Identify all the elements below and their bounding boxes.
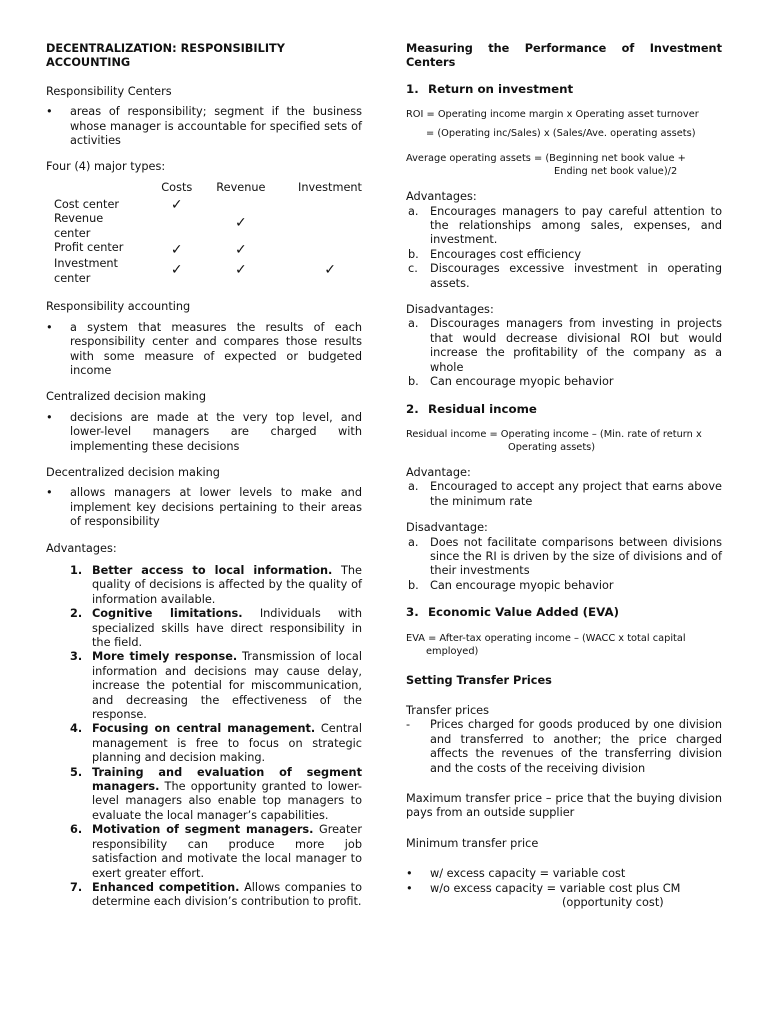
list-item [406, 248, 722, 262]
column-header: Investment [298, 180, 362, 194]
bullet-text: areas of responsibility; segment if the business whose manager is accountable for specified sets of activities [70, 105, 362, 148]
bullet-item [406, 882, 722, 896]
item-bold: Training and evaluation of segment managers. [92, 765, 362, 794]
column-header: Revenue [216, 180, 266, 194]
list-item [406, 536, 722, 579]
item-text: Allows companies to determine each division’s contribution to profit. [92, 880, 362, 909]
section-heading: Responsibility Centers [46, 84, 172, 98]
formula-line: Ending net book value)/2 [554, 166, 678, 178]
title-line: Measuring the Performance of Investment [406, 42, 722, 55]
item-text: Greater responsibility can produce more job satisfaction and motivate the local manager to exert greater effort. [92, 823, 362, 880]
item-text: Discourages managers from investing in projects that would decrease divisional ROI but would increase the profitability of the company as a whole [430, 317, 722, 374]
item-marker: b. [408, 578, 419, 592]
eva-formula [406, 632, 722, 658]
section-title: Economic Value Added (EVA) [428, 605, 619, 620]
list-item [46, 881, 362, 910]
bullet-item [46, 486, 362, 529]
bullet-icon: • [406, 867, 413, 881]
table-row [46, 198, 362, 212]
item-marker: b. [408, 247, 419, 261]
formula-line: Residual income = Operating income – (Min. rate of return x [406, 428, 702, 440]
row-label: Cost center [54, 197, 120, 211]
item-number: 4. [70, 722, 83, 736]
formula-line: employed) [426, 645, 479, 657]
item-bold: Better access to local information. [92, 563, 333, 577]
check-icon: ✓ [235, 215, 247, 232]
list-heading: Transfer prices [406, 703, 490, 717]
item-number: 6. [70, 823, 83, 837]
formula-line: Operating assets) [508, 441, 596, 453]
bullet-item [46, 411, 362, 454]
dash-marker: - [406, 718, 411, 732]
item-bold: More timely response. [92, 650, 238, 664]
item-marker: a. [408, 204, 419, 218]
list-item [46, 722, 362, 765]
left-column [46, 42, 362, 910]
list-item [46, 564, 362, 607]
section-title: Return on investment [428, 81, 574, 96]
title-line: Centers [406, 56, 456, 70]
item-marker: a. [408, 480, 419, 494]
section-heading: Centralized decision making [46, 390, 207, 404]
responsibility-centers-table [46, 181, 362, 286]
dash-item [406, 718, 722, 776]
bullet-text: a system that measures the results of each responsibility center and compares those results with some measure of expected or budgeted income [70, 320, 362, 377]
section-number: 1. [406, 81, 419, 96]
list-item [46, 650, 362, 722]
roi-heading [406, 82, 722, 96]
title-line: ACCOUNTING [46, 56, 131, 70]
bullet-icon: • [46, 410, 53, 424]
right-title [406, 42, 722, 71]
row-label: Profit center [54, 241, 124, 255]
right-column [406, 42, 722, 910]
item-text: Can encourage myopic behavior [430, 375, 614, 389]
table-header-row [46, 181, 362, 198]
item-text: The opportunity granted to lower-level managers also enable top managers to evaluate the local manager’s capabilities. [92, 780, 362, 822]
section-title: Residual income [428, 401, 537, 416]
item-text: Encouraged to accept any project that earns above the minimum rate [430, 480, 722, 508]
item-marker: a. [408, 317, 419, 331]
ri-formula [406, 428, 722, 454]
formula-line: EVA = After-tax operating income – (WACC x total capital [406, 632, 686, 644]
list-item [406, 317, 722, 375]
table-row [46, 241, 362, 257]
item-number: 2. [70, 607, 83, 621]
row-label: center [54, 271, 91, 285]
list-heading: Advantages: [406, 190, 477, 204]
item-text: Discourages excessive investment in operating assets. [430, 262, 722, 290]
max-transfer-price: Maximum transfer price – price that the buying division pays from an outside supplier [406, 792, 722, 820]
list-item [46, 823, 362, 881]
item-text: Can encourage myopic behavior [430, 578, 614, 592]
section-heading: Decentralized decision making [46, 465, 220, 479]
item-text: Individuals with specialized skills have direct responsibility in the field. [92, 607, 362, 649]
advantages-list [46, 564, 362, 910]
section-heading: Advantages: [46, 541, 117, 555]
item-bold: Enhanced competition. [92, 880, 240, 894]
list-item [46, 766, 362, 824]
bullet-icon: • [406, 881, 413, 895]
eva-heading [406, 605, 722, 619]
list-heading: Advantage: [406, 465, 471, 479]
check-icon: ✓ [235, 242, 247, 259]
item-bold: Cognitive limitations. [92, 607, 243, 621]
list-item [46, 607, 362, 650]
item-text: Central management is free to focus on strategic planning and decision making. [92, 722, 362, 765]
bullet-text: w/ excess capacity = variable cost [430, 867, 626, 881]
column-header: Costs [161, 180, 193, 194]
formula-line: Average operating assets = (Beginning net book value + [406, 153, 686, 165]
bullet-text: allows managers at lower levels to make and implement key decisions pertaining to their areas of responsibility [70, 486, 362, 529]
section-number: 3. [406, 605, 419, 620]
item-marker: b. [408, 375, 419, 389]
section-number: 2. [406, 401, 419, 416]
check-icon: ✓ [324, 262, 336, 279]
bullet-item [46, 105, 362, 148]
page-title [46, 42, 362, 71]
item-bold: Motivation of segment managers. [92, 823, 314, 837]
ri-heading [406, 402, 722, 416]
item-number: 1. [70, 563, 83, 577]
item-text: Encourages cost efficiency [430, 247, 582, 261]
item-text: The quality of decisions is affected by the quality of information available. [92, 563, 362, 606]
formula-line: = (Operating inc/Sales) x (Sales/Ave. operating assets) [426, 128, 696, 140]
table-row [46, 212, 362, 241]
list-item [406, 579, 722, 593]
title-line: DECENTRALIZATION: RESPONSIBILITY [46, 42, 285, 55]
list-item [406, 205, 722, 248]
min-transfer-price: Minimum transfer price [406, 836, 539, 850]
bullet-icon: • [46, 105, 53, 119]
check-icon: ✓ [170, 196, 183, 213]
bullet-icon: • [46, 486, 53, 500]
item-bold: Focusing on central management. [92, 722, 316, 736]
list-item [406, 375, 722, 389]
bullet-icon: • [46, 320, 53, 334]
opportunity-cost-note: (opportunity cost) [562, 896, 664, 910]
item-text: Prices charged for goods produced by one division and transferred to another; the price charged affects the revenues of the transferring division and the costs of the receiving division [430, 718, 722, 775]
item-text: Encourages managers to pay careful attention to the relationships among sales, expenses, and investment. [430, 204, 722, 247]
row-label: Investment [54, 257, 118, 271]
section-title: Setting Transfer Prices [406, 673, 552, 687]
item-number: 3. [70, 650, 83, 664]
item-marker: c. [408, 262, 418, 276]
list-item [406, 480, 722, 509]
section-heading: Responsibility accounting [46, 300, 191, 314]
check-icon: ✓ [170, 242, 183, 259]
item-text: Transmission of local information and decisions may cause delay, increase the potential for miscommunication, and decreasing the effectiveness of the response. [92, 650, 362, 722]
bullet-item [46, 321, 362, 379]
check-icon: ✓ [235, 262, 247, 279]
roi-formula [406, 108, 722, 178]
bullet-text: w/o excess capacity = variable cost plus CM [430, 881, 681, 895]
row-label: Revenue center [54, 212, 104, 240]
bullet-item [406, 867, 722, 881]
table-row [46, 257, 362, 286]
list-heading: Disadvantages: [406, 303, 494, 317]
check-icon: ✓ [170, 262, 183, 279]
item-text: Does not facilitate comparisons between divisions since the RI is driven by the size of divisions and of their investments [430, 535, 722, 578]
bullet-text: decisions are made at the very top level, and lower-level managers are charged with implementing these decisions [70, 410, 362, 453]
list-item [406, 262, 722, 291]
section-heading: Four (4) major types: [46, 160, 166, 174]
item-number: 5. [70, 765, 83, 779]
item-marker: a. [408, 535, 419, 549]
formula-line: ROI = Operating income margin x Operating asset turnover [406, 109, 699, 121]
item-number: 7. [70, 880, 83, 894]
list-heading: Disadvantage: [406, 521, 488, 535]
